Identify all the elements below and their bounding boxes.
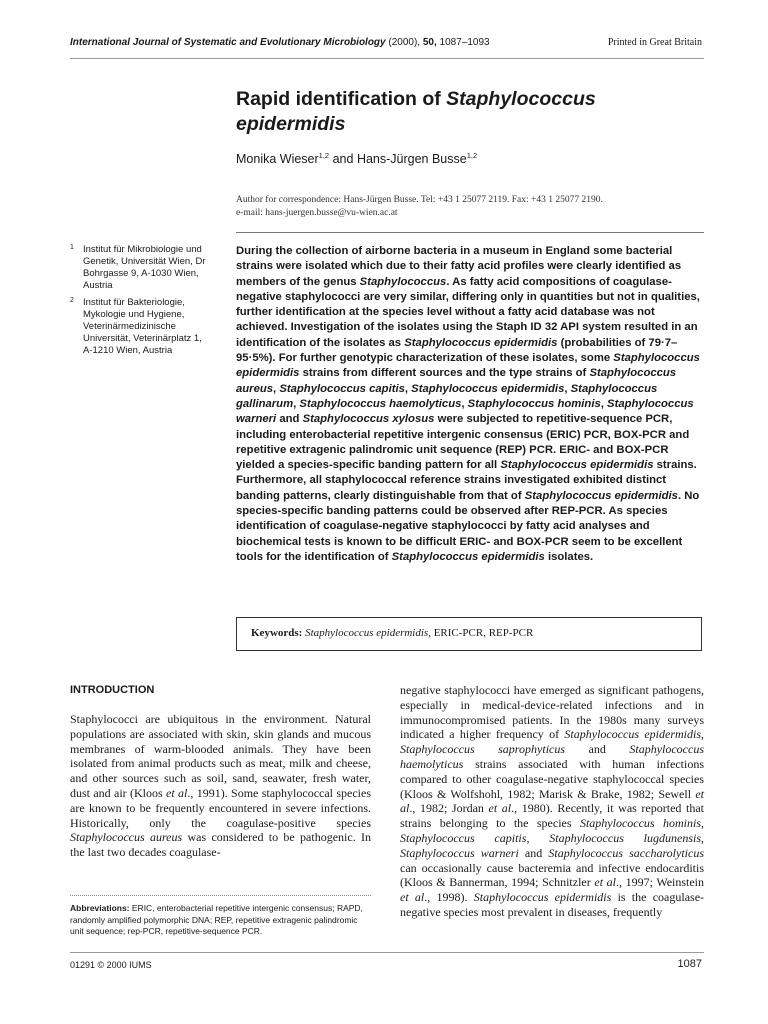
body-column-left: Staphylococci are ubiquitous in the environment. Natural populations are associated with skin, skin glands and mucous membranes of warm-blooded animals. They have been isolated from animal products such as meat, milk and cheese, and other sources such as soil, sand, seawater, fresh water, dust and air (Kloos et al., 1991). Some staphylococcal species are known to be frequently encountered in severe infections. Historically, only the coagulase-positive species Staphylococcus aureus was considered to be pathogenic. In the last two decades coagulase-: [70, 712, 371, 860]
keywords-box: [236, 617, 702, 651]
printed-in: Printed in Great Britain: [607, 37, 702, 48]
affiliation-ref: 1,2: [466, 151, 478, 160]
body-column-right: negative staphylococci have emerged as significant pathogens, especially in medical-device-related infections and in immunocompromised patients. In the 1980s many surveys indicated a higher frequency of Staphylococcus epidermidis, Staphylococcus saprophyticus and Staphylococcus haemolyticus strains associated with human infections compared to other coagulase-negative staphylococcal species (Kloos & Wolfshohl, 1982; Marisk & Brake, 1982; Sewell et al., 1982; Jordan et al., 1980). Recently, it was reported that strains belonging to the species Staphylococcus hominis, Staphylococcus capitis, Staphylococcus lugdunensis, Staphylococcus warneri and Staphylococcus saccharolyticus can occasionally cause bacteremia and infective endocarditis (Kloos & Bannerman, 1994; Schnitzler et al., 1997; Weinstein et al., 1998). Staphylococcus epidermidis is the coagulase-negative species most prevalent in diseases, frequently: [400, 683, 705, 919]
header-divider: [70, 58, 704, 59]
journal-year: (2000),: [388, 37, 421, 48]
footer-divider: [70, 952, 704, 953]
affiliations: [70, 244, 210, 362]
author-list: Monika Wieser$^{1,2}$ and Hans-Jürgen Busse$^{1,2}$: [236, 151, 478, 167]
abbreviations: Abbreviations: ERIC, enterobacterial repetitive intergenic consensus; RAPD, randomly amplified polymorphic DNA; REP, repetitive extragenic palindromic unit sequence; rep-PCR, repetitive-sequence PCR.: [70, 903, 363, 936]
email: e-mail: hans-juergen.busse@vu-wien.ac.at: [236, 208, 398, 218]
affiliation-ref: 1,2: [318, 151, 330, 160]
abstract-divider: [236, 232, 704, 233]
journal-volume: 50,: [422, 37, 437, 48]
affiliation: 1 Institut für Mikrobiologie und Genetik, Universität Wien, Dr Bohrgasse 9, A-1030 Wien, Austria: [70, 244, 206, 291]
journal-name: International Journal of Systematic and Evolutionary Microbiology: [70, 37, 386, 48]
page-number: 1087: [677, 958, 702, 970]
footnote-divider: [70, 895, 371, 896]
article-title: Rapid identification of Staphylococcus epidermidis: [236, 88, 596, 135]
keywords-label: Keywords:: [251, 627, 303, 639]
journal-header: [70, 37, 490, 48]
journal-pages: 1087–1093: [439, 37, 490, 48]
copyright: 01291 © 2000 IUMS: [70, 960, 152, 970]
section-heading: INTRODUCTION: [70, 684, 155, 696]
correspondence: Author for correspondence: Hans-Jürgen Busse. Tel: +43 1 25077 2119. Fax: +43 1 25077 2190. e-mail: hans-juergen.busse@vu-wien.ac.at: [236, 194, 706, 220]
abstract: During the collection of airborne bacteria in a museum in England some bacterial strains were isolated which due to their fatty acid profiles were clearly identified as members of the genus Staphylococcus. As fatty acid compositions of coagulase-negative staphylococci are very similar, differing only in quantities but not in qualities, further identification at the species level without a fatty acid database was not achieved. Investigation of the isolates using the Staph ID 32 API system resulted in an identification of the isolates as Staphylococcus epidermidis (probabilities of 79·7–95·5%). For further genotypic characterization of these isolates, some Staphylococcus epidermidis strains from different sources and the type strains of Staphylococcus aureus, Staphylococcus capitis, Staphylococcus epidermidis, Staphylococcus gallinarum, Staphylococcus haemolyticus, Staphylococcus hominis, Staphylococcus warneri and Staphylococcus xylosus were subjected to repetitive-sequence PCR, including enterobacterial repetitive intergenic consensus (ERIC) PCR, BOX-PCR and repetitive extragenic palindromic unit sequence (REP) PCR. ERIC- and BOX-PCR yielded a species-specific banding pattern for all Staphylococcus epidermidis strains. Furthermore, all staphylococcal reference strains investigated exhibited distinct banding patterns, clearly distinguishable from that of Staphylococcus epidermidis. No species-specific banding patterns could be observed after REP-PCR. As species identification of coagulase-negative staphylococci by fatty acid analyses and biochemical tests is known to be difficult ERIC- and BOX-PCR seem to be excellent tools for the identification of Staphylococcus epidermidis isolates.: [236, 245, 700, 563]
affiliation: 2 Institut für Bakteriologie, Mykologie und Hygiene, Veterinärmedizinische Universität, Veterinärplatz 1, A-1210 Wien, Austria: [70, 297, 202, 356]
author-name: Monika Wieser: [236, 152, 319, 167]
keyword: Staphylococcus epidermidis: [305, 627, 429, 639]
keyword-list: , ERIC-PCR, REP-PCR: [428, 627, 534, 639]
author-name: Hans-Jürgen Busse: [356, 152, 467, 167]
